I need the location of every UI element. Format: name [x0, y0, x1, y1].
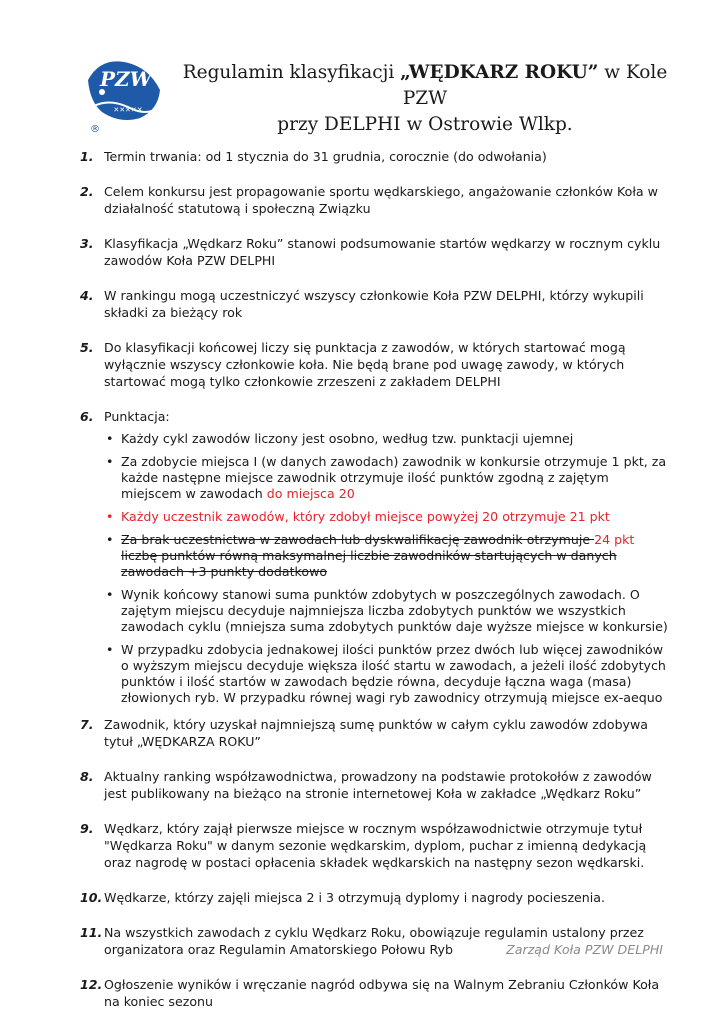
rule-item-10: 10. Wędkarze, którzy zajęli miejsca 2 i 3 otrzymują dyplomy i nagrody pocieszenia. [80, 890, 606, 905]
rule-item-8: 8. Aktualny ranking współzawodnictwa, prowadzony na podstawie protokołów z zawodów jest publikowany na bieżąco na stronie internetowej Koła w zakładce „Wędkarz Roku” [80, 769, 652, 801]
bullet-item: • Za brak uczestnictwa w zawodach lub dyskwalifikację zawodnik otrzymuje 24 pkt liczbę punktów równą maksymalnej liczbie zawodników startujących w danych zawodach +3 punkty dodatkowo [106, 532, 635, 579]
svg-text:✕✕✕✕✕: ✕✕✕✕✕ [113, 106, 143, 114]
rule-item-5: 5. Do klasyfikacji końcowej liczy się punktacja z zawodów, w których startować mogą wyłącznie wszyscy członkowie koła. Nie będą brane pod uwagę zawody, w których startować mogą tylko członkowie zrzeszeni z zakładem DELPHI [80, 340, 626, 389]
rule-item-12: 12. Ogłoszenie wyników i wręczanie nagród odbywa się na Walnym Zebraniu Członków Koła na koniec sezonu [80, 977, 660, 1009]
rule-item-4: 4. W rankingu mogą uczestniczyć wszyscy członkowie Koła PZW DELPHI, którzy wykupili składki za bieżący rok [80, 288, 644, 320]
rule-item-2: 2. Celem konkursu jest propagowanie sportu wędkarskiego, angażowanie członków Koła w działalność statutową i społeczną Związku [80, 184, 658, 216]
rule-item-6: 6. Punktacja: • Każdy cykl zawodów liczony jest osobno, według tzw. punktacji ujemnej • Za zdobycie miejsca I (w danych zawodach) zawodnik w konkursie otrzymuje 1 pkt, za każde następne miejsce zawodnik otrzymuje ilość punktów zgodną z zajętym miejscem w zawodach do miejsca 20 • Każdy uczestnik zawodów, który zdobył miejsce powyżej 20 otrzymuje 21 pkt • Za brak uczestnictwa w zawodach lub dyskwalifikację zawodnik otrzymuje 24 pkt liczbę punktów równą maksymalnej liczbie zawodników startujących w danych zawodach +3 punkty dodatkowo • Wynik końcowy stanowi suma punktów zdobytych w poszczególnych zawodach. O zajętym miejscu decyduje najmniejsza liczba zdobytych punktów we wszystkich zawodach cyklu (mniejsza suma zdobytych punktów daje wyższe miejsce w konkursie) • W przypadku zdobycia jednakowej ilości punktów przez dwóch lub więcej zawodników o wyższym miejscu decyduje większa ilość startu w zawodach, a jeżeli ilość zdobytych punktów i ilość startów w zawodach będzie równa, decyduje łączna waga (masa) złowionych ryb. W przypadku równej wagi ryb zawodnicy otrzymują miejsce ex-aequo [80, 408, 670, 706]
rules-list [80, 148, 670, 1010]
rule-item-3: 3. Klasyfikacja „Wędkarz Roku” stanowi podsumowanie startów wędkarzy w rocznym cyklu zawodów Koła PZW DELPHI [80, 236, 661, 268]
bullet-item: • Każdy cykl zawodów liczony jest osobno, według tzw. punktacji ujemnej [106, 431, 574, 446]
pzw-logo [80, 50, 166, 136]
title-line-2: przy DELPHI w Ostrowie Wlkp. [277, 114, 573, 135]
signature: Zarząd Koła PZW DELPHI [506, 942, 663, 957]
bullet-item: • W przypadku zdobycia jednakowej ilości punktów przez dwóch lub więcej zawodników o wyższym miejscu decyduje większa ilość startu w zawodach, a jeżeli ilość zdobytych punktów i ilość startów w zawodach będzie równa, decyduje łączna waga (masa) złowionych ryb. W przypadku równej wagi ryb zawodnicy otrzymują miejsce ex-aequo [106, 642, 666, 705]
logo-text: PZW [99, 67, 153, 91]
registered-mark: ® [90, 124, 100, 135]
punktacja-bullets [104, 431, 670, 706]
bullet-item: • Każdy uczestnik zawodów, który zdobył miejsce powyżej 20 otrzymuje 21 pkt [106, 509, 610, 524]
rule-item-11: 11. Na wszystkich zawodach z cyklu Wędkarz Roku, obowiązuje regulamin ustalony przez organizatora oraz Regulamin Amatorskiego Połowu Ryb [80, 925, 644, 957]
bullet-item: • Wynik końcowy stanowi suma punktów zdobytych w poszczególnych zawodach. O zajętym miejscu decyduje najmniejsza liczba zdobytych punktów we wszystkich zawodach cyklu (mniejsza suma zdobytych punktów daje wyższe miejsce w konkursie) [106, 587, 668, 634]
rule-item-9: 9. Wędkarz, który zajął pierwsze miejsce w rocznym współzawodnictwie otrzymuje tytuł "Wędkarza Roku" w danym sezonie wędkarskim, dyplom, puchar z imienną dedykacją oraz nagrodę w postaci opłacenia składek wędkarskich na następny sezon wędkarski. [80, 821, 647, 870]
bullet-item: • Za zdobycie miejsca I (w danych zawodach) zawodnik w konkursie otrzymuje 1 pkt, za każde następne miejsce zawodnik otrzymuje ilość punktów zgodną z zajętym miejscem w zawodach do miejsca 20 [106, 454, 667, 501]
rule-item-7: 7. Zawodnik, który uzyskał najmniejszą sumę punktów w całym cyklu zawodów zdobywa tytuł „WĘDKARZA ROKU” [80, 717, 649, 749]
document-title [170, 60, 680, 138]
title-line-1: Regulamin klasyfikacji „WĘDKARZ ROKU” w Kole PZW [182, 62, 668, 109]
rule-item-1: 1. Termin trwania: od 1 stycznia do 31 grudnia, corocznie (do odwołania) [80, 149, 547, 164]
